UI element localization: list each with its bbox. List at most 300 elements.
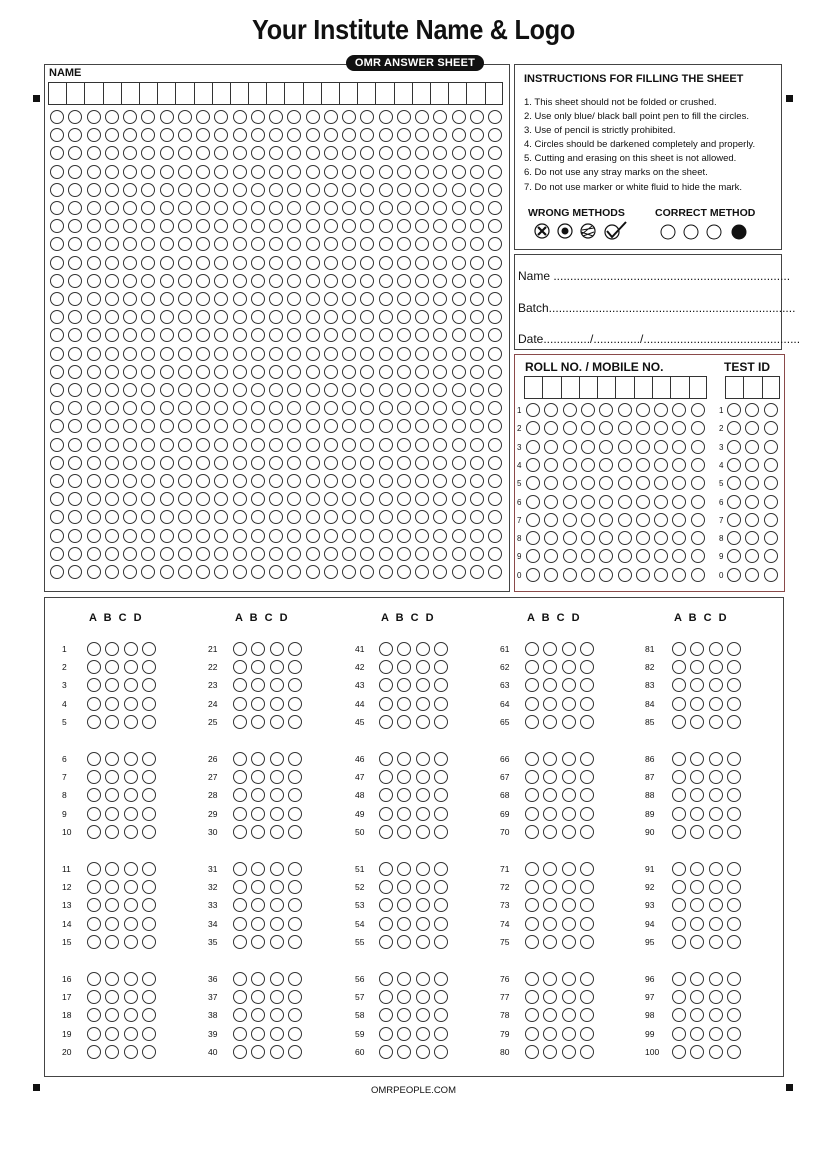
answer-bubble[interactable] — [727, 660, 741, 674]
answer-bubble[interactable] — [379, 401, 393, 415]
answer-bubble[interactable] — [160, 237, 174, 251]
write-box[interactable] — [284, 82, 302, 105]
answer-bubble[interactable] — [618, 531, 632, 545]
answer-bubble[interactable] — [433, 165, 447, 179]
answer-bubble[interactable] — [416, 1027, 430, 1041]
answer-bubble[interactable] — [160, 474, 174, 488]
answer-bubble[interactable] — [141, 529, 155, 543]
answer-bubble[interactable] — [142, 770, 156, 784]
answer-bubble[interactable] — [270, 990, 284, 1004]
answer-bubble[interactable] — [433, 183, 447, 197]
answer-bubble[interactable] — [105, 347, 119, 361]
answer-bubble[interactable] — [636, 421, 650, 435]
answer-bubble[interactable] — [672, 1045, 686, 1059]
answer-bubble[interactable] — [397, 456, 411, 470]
batch-field[interactable]: Batch.......................................................................... — [518, 301, 796, 315]
answer-bubble[interactable] — [142, 935, 156, 949]
answer-bubble[interactable] — [727, 495, 741, 509]
answer-bubble[interactable] — [160, 492, 174, 506]
answer-bubble[interactable] — [379, 438, 393, 452]
answer-bubble[interactable] — [123, 274, 137, 288]
answer-bubble[interactable] — [124, 807, 138, 821]
answer-bubble[interactable] — [287, 365, 301, 379]
answer-bubble[interactable] — [68, 183, 82, 197]
answer-bubble[interactable] — [342, 365, 356, 379]
answer-bubble[interactable] — [727, 935, 741, 949]
answer-bubble[interactable] — [160, 438, 174, 452]
answer-bubble[interactable] — [251, 474, 265, 488]
answer-bubble[interactable] — [764, 421, 778, 435]
answer-bubble[interactable] — [270, 807, 284, 821]
answer-bubble[interactable] — [178, 492, 192, 506]
answer-bubble[interactable] — [178, 401, 192, 415]
answer-bubble[interactable] — [636, 403, 650, 417]
answer-bubble[interactable] — [233, 237, 247, 251]
answer-bubble[interactable] — [142, 825, 156, 839]
answer-bubble[interactable] — [470, 310, 484, 324]
write-box[interactable] — [466, 82, 484, 105]
answer-bubble[interactable] — [379, 419, 393, 433]
answer-bubble[interactable] — [105, 292, 119, 306]
name-field[interactable]: Name ....................................................................... — [518, 269, 791, 283]
answer-bubble[interactable] — [727, 531, 741, 545]
answer-bubble[interactable] — [672, 972, 686, 986]
answer-bubble[interactable] — [416, 898, 430, 912]
write-box[interactable] — [762, 376, 780, 399]
answer-bubble[interactable] — [452, 474, 466, 488]
answer-bubble[interactable] — [525, 1045, 539, 1059]
answer-bubble[interactable] — [214, 347, 228, 361]
answer-bubble[interactable] — [397, 274, 411, 288]
answer-bubble[interactable] — [525, 752, 539, 766]
answer-bubble[interactable] — [470, 292, 484, 306]
answer-bubble[interactable] — [415, 110, 429, 124]
write-box[interactable] — [652, 376, 670, 399]
answer-bubble[interactable] — [580, 697, 594, 711]
answer-bubble[interactable] — [727, 752, 741, 766]
answer-bubble[interactable] — [452, 110, 466, 124]
write-box[interactable] — [339, 82, 357, 105]
answer-bubble[interactable] — [233, 365, 247, 379]
answer-bubble[interactable] — [270, 1027, 284, 1041]
answer-bubble[interactable] — [196, 256, 210, 270]
answer-bubble[interactable] — [306, 310, 320, 324]
answer-bubble[interactable] — [745, 440, 759, 454]
answer-bubble[interactable] — [525, 862, 539, 876]
answer-bubble[interactable] — [87, 310, 101, 324]
answer-bubble[interactable] — [379, 510, 393, 524]
answer-bubble[interactable] — [141, 365, 155, 379]
answer-bubble[interactable] — [580, 917, 594, 931]
answer-bubble[interactable] — [196, 365, 210, 379]
answer-bubble[interactable] — [397, 529, 411, 543]
answer-bubble[interactable] — [433, 347, 447, 361]
answer-bubble[interactable] — [342, 165, 356, 179]
answer-bubble[interactable] — [105, 1027, 119, 1041]
answer-bubble[interactable] — [233, 807, 247, 821]
answer-bubble[interactable] — [196, 110, 210, 124]
answer-bubble[interactable] — [288, 1027, 302, 1041]
answer-bubble[interactable] — [470, 565, 484, 579]
answer-bubble[interactable] — [141, 165, 155, 179]
answer-bubble[interactable] — [160, 128, 174, 142]
answer-bubble[interactable] — [214, 183, 228, 197]
answer-bubble[interactable] — [562, 1008, 576, 1022]
answer-bubble[interactable] — [124, 715, 138, 729]
answer-bubble[interactable] — [397, 547, 411, 561]
answer-bubble[interactable] — [562, 825, 576, 839]
answer-bubble[interactable] — [123, 201, 137, 215]
answer-bubble[interactable] — [269, 165, 283, 179]
answer-bubble[interactable] — [379, 201, 393, 215]
answer-bubble[interactable] — [470, 547, 484, 561]
answer-bubble[interactable] — [160, 165, 174, 179]
answer-bubble[interactable] — [580, 715, 594, 729]
answer-bubble[interactable] — [233, 935, 247, 949]
answer-bubble[interactable] — [488, 292, 502, 306]
answer-bubble[interactable] — [178, 274, 192, 288]
answer-bubble[interactable] — [709, 715, 723, 729]
write-box[interactable] — [248, 82, 266, 105]
answer-bubble[interactable] — [416, 825, 430, 839]
answer-bubble[interactable] — [397, 365, 411, 379]
answer-bubble[interactable] — [50, 292, 64, 306]
answer-bubble[interactable] — [618, 440, 632, 454]
answer-bubble[interactable] — [233, 529, 247, 543]
answer-bubble[interactable] — [105, 474, 119, 488]
answer-bubble[interactable] — [526, 458, 540, 472]
answer-bubble[interactable] — [415, 456, 429, 470]
answer-bubble[interactable] — [105, 807, 119, 821]
answer-bubble[interactable] — [87, 274, 101, 288]
answer-bubble[interactable] — [618, 476, 632, 490]
answer-bubble[interactable] — [526, 531, 540, 545]
answer-bubble[interactable] — [288, 642, 302, 656]
answer-bubble[interactable] — [160, 347, 174, 361]
answer-bubble[interactable] — [764, 495, 778, 509]
answer-bubble[interactable] — [379, 456, 393, 470]
answer-bubble[interactable] — [397, 165, 411, 179]
answer-bubble[interactable] — [306, 256, 320, 270]
answer-bubble[interactable] — [214, 529, 228, 543]
answer-bubble[interactable] — [543, 697, 557, 711]
date-field[interactable]: Date............../............../............................................... — [518, 332, 801, 346]
answer-bubble[interactable] — [105, 935, 119, 949]
answer-bubble[interactable] — [251, 807, 265, 821]
answer-bubble[interactable] — [379, 110, 393, 124]
answer-bubble[interactable] — [397, 219, 411, 233]
answer-bubble[interactable] — [581, 513, 595, 527]
answer-bubble[interactable] — [580, 642, 594, 656]
answer-bubble[interactable] — [306, 292, 320, 306]
answer-bubble[interactable] — [288, 825, 302, 839]
write-box[interactable] — [230, 82, 248, 105]
answer-bubble[interactable] — [599, 458, 613, 472]
answer-bubble[interactable] — [324, 438, 338, 452]
answer-bubble[interactable] — [87, 807, 101, 821]
answer-bubble[interactable] — [160, 419, 174, 433]
answer-bubble[interactable] — [141, 274, 155, 288]
answer-bubble[interactable] — [269, 183, 283, 197]
answer-bubble[interactable] — [379, 547, 393, 561]
answer-bubble[interactable] — [525, 972, 539, 986]
answer-bubble[interactable] — [452, 183, 466, 197]
answer-bubble[interactable] — [251, 565, 265, 579]
answer-bubble[interactable] — [379, 642, 393, 656]
answer-bubble[interactable] — [233, 547, 247, 561]
answer-bubble[interactable] — [160, 565, 174, 579]
answer-bubble[interactable] — [50, 547, 64, 561]
answer-bubble[interactable] — [562, 770, 576, 784]
answer-bubble[interactable] — [764, 513, 778, 527]
answer-bubble[interactable] — [525, 1027, 539, 1041]
answer-bubble[interactable] — [379, 146, 393, 160]
answer-bubble[interactable] — [397, 183, 411, 197]
answer-bubble[interactable] — [379, 935, 393, 949]
answer-bubble[interactable] — [415, 547, 429, 561]
answer-bubble[interactable] — [415, 529, 429, 543]
answer-bubble[interactable] — [470, 383, 484, 397]
answer-bubble[interactable] — [416, 788, 430, 802]
answer-bubble[interactable] — [287, 256, 301, 270]
answer-bubble[interactable] — [488, 347, 502, 361]
answer-bubble[interactable] — [196, 529, 210, 543]
answer-bubble[interactable] — [416, 1008, 430, 1022]
answer-bubble[interactable] — [142, 697, 156, 711]
answer-bubble[interactable] — [580, 825, 594, 839]
answer-bubble[interactable] — [618, 513, 632, 527]
answer-bubble[interactable] — [124, 972, 138, 986]
answer-bubble[interactable] — [434, 660, 448, 674]
answer-bubble[interactable] — [141, 438, 155, 452]
answer-bubble[interactable] — [196, 438, 210, 452]
answer-bubble[interactable] — [288, 935, 302, 949]
answer-bubble[interactable] — [690, 715, 704, 729]
answer-bubble[interactable] — [87, 862, 101, 876]
answer-bubble[interactable] — [764, 476, 778, 490]
answer-bubble[interactable] — [488, 547, 502, 561]
answer-bubble[interactable] — [727, 770, 741, 784]
answer-bubble[interactable] — [415, 347, 429, 361]
answer-bubble[interactable] — [397, 110, 411, 124]
answer-bubble[interactable] — [415, 256, 429, 270]
answer-bubble[interactable] — [562, 1045, 576, 1059]
answer-bubble[interactable] — [251, 219, 265, 233]
answer-bubble[interactable] — [416, 880, 430, 894]
answer-bubble[interactable] — [416, 1045, 430, 1059]
answer-bubble[interactable] — [562, 715, 576, 729]
answer-bubble[interactable] — [470, 201, 484, 215]
answer-bubble[interactable] — [105, 697, 119, 711]
answer-bubble[interactable] — [306, 547, 320, 561]
answer-bubble[interactable] — [360, 529, 374, 543]
answer-bubble[interactable] — [178, 529, 192, 543]
answer-bubble[interactable] — [288, 990, 302, 1004]
answer-bubble[interactable] — [452, 274, 466, 288]
answer-bubble[interactable] — [324, 183, 338, 197]
answer-bubble[interactable] — [709, 788, 723, 802]
answer-bubble[interactable] — [123, 474, 137, 488]
answer-bubble[interactable] — [488, 365, 502, 379]
answer-bubble[interactable] — [379, 715, 393, 729]
answer-bubble[interactable] — [470, 438, 484, 452]
answer-bubble[interactable] — [178, 456, 192, 470]
answer-bubble[interactable] — [50, 256, 64, 270]
answer-bubble[interactable] — [251, 825, 265, 839]
answer-bubble[interactable] — [196, 565, 210, 579]
answer-bubble[interactable] — [178, 438, 192, 452]
answer-bubble[interactable] — [599, 440, 613, 454]
answer-bubble[interactable] — [105, 365, 119, 379]
answer-bubble[interactable] — [233, 438, 247, 452]
answer-bubble[interactable] — [470, 110, 484, 124]
answer-bubble[interactable] — [324, 383, 338, 397]
answer-bubble[interactable] — [270, 972, 284, 986]
answer-bubble[interactable] — [105, 256, 119, 270]
answer-bubble[interactable] — [105, 383, 119, 397]
answer-bubble[interactable] — [324, 565, 338, 579]
answer-bubble[interactable] — [270, 770, 284, 784]
write-box[interactable] — [66, 82, 84, 105]
answer-bubble[interactable] — [342, 347, 356, 361]
answer-bubble[interactable] — [690, 1027, 704, 1041]
answer-bubble[interactable] — [727, 513, 741, 527]
answer-bubble[interactable] — [654, 403, 668, 417]
answer-bubble[interactable] — [379, 565, 393, 579]
answer-bubble[interactable] — [416, 935, 430, 949]
answer-bubble[interactable] — [87, 347, 101, 361]
answer-bubble[interactable] — [342, 529, 356, 543]
answer-bubble[interactable] — [269, 438, 283, 452]
answer-bubble[interactable] — [470, 456, 484, 470]
answer-bubble[interactable] — [50, 201, 64, 215]
answer-bubble[interactable] — [233, 146, 247, 160]
answer-bubble[interactable] — [691, 458, 705, 472]
answer-bubble[interactable] — [397, 401, 411, 415]
answer-bubble[interactable] — [214, 438, 228, 452]
answer-bubble[interactable] — [233, 292, 247, 306]
answer-bubble[interactable] — [654, 513, 668, 527]
answer-bubble[interactable] — [288, 770, 302, 784]
answer-bubble[interactable] — [306, 146, 320, 160]
answer-bubble[interactable] — [68, 274, 82, 288]
answer-bubble[interactable] — [672, 495, 686, 509]
answer-bubble[interactable] — [87, 825, 101, 839]
write-box[interactable] — [542, 376, 560, 399]
answer-bubble[interactable] — [68, 438, 82, 452]
answer-bubble[interactable] — [379, 165, 393, 179]
answer-bubble[interactable] — [251, 110, 265, 124]
answer-bubble[interactable] — [251, 935, 265, 949]
answer-bubble[interactable] — [306, 328, 320, 342]
answer-bubble[interactable] — [416, 642, 430, 656]
answer-bubble[interactable] — [251, 365, 265, 379]
write-box[interactable] — [448, 82, 466, 105]
answer-bubble[interactable] — [87, 183, 101, 197]
answer-bubble[interactable] — [124, 898, 138, 912]
answer-bubble[interactable] — [287, 456, 301, 470]
answer-bubble[interactable] — [470, 183, 484, 197]
answer-bubble[interactable] — [470, 219, 484, 233]
answer-bubble[interactable] — [287, 347, 301, 361]
answer-bubble[interactable] — [690, 917, 704, 931]
answer-bubble[interactable] — [287, 438, 301, 452]
answer-bubble[interactable] — [415, 292, 429, 306]
answer-bubble[interactable] — [525, 917, 539, 931]
answer-bubble[interactable] — [87, 697, 101, 711]
answer-bubble[interactable] — [306, 419, 320, 433]
answer-bubble[interactable] — [269, 529, 283, 543]
answer-bubble[interactable] — [105, 438, 119, 452]
answer-bubble[interactable] — [379, 492, 393, 506]
answer-bubble[interactable] — [379, 1045, 393, 1059]
answer-bubble[interactable] — [433, 529, 447, 543]
answer-bubble[interactable] — [563, 568, 577, 582]
answer-bubble[interactable] — [87, 128, 101, 142]
answer-bubble[interactable] — [379, 862, 393, 876]
answer-bubble[interactable] — [306, 565, 320, 579]
answer-bubble[interactable] — [379, 365, 393, 379]
answer-bubble[interactable] — [452, 237, 466, 251]
answer-bubble[interactable] — [251, 128, 265, 142]
answer-bubble[interactable] — [543, 935, 557, 949]
answer-bubble[interactable] — [452, 365, 466, 379]
answer-bubble[interactable] — [178, 347, 192, 361]
answer-bubble[interactable] — [270, 660, 284, 674]
answer-bubble[interactable] — [269, 292, 283, 306]
answer-bubble[interactable] — [288, 807, 302, 821]
answer-bubble[interactable] — [324, 347, 338, 361]
answer-bubble[interactable] — [563, 403, 577, 417]
answer-bubble[interactable] — [87, 328, 101, 342]
answer-bubble[interactable] — [87, 715, 101, 729]
answer-bubble[interactable] — [562, 752, 576, 766]
write-box[interactable] — [430, 82, 448, 105]
write-box[interactable] — [48, 82, 66, 105]
answer-bubble[interactable] — [196, 456, 210, 470]
answer-bubble[interactable] — [306, 219, 320, 233]
answer-bubble[interactable] — [123, 365, 137, 379]
write-box[interactable] — [139, 82, 157, 105]
answer-bubble[interactable] — [563, 531, 577, 545]
answer-bubble[interactable] — [87, 201, 101, 215]
write-box[interactable] — [266, 82, 284, 105]
answer-bubble[interactable] — [709, 678, 723, 692]
answer-bubble[interactable] — [360, 365, 374, 379]
answer-bubble[interactable] — [526, 513, 540, 527]
answer-bubble[interactable] — [727, 862, 741, 876]
answer-bubble[interactable] — [397, 697, 411, 711]
answer-bubble[interactable] — [251, 456, 265, 470]
answer-bubble[interactable] — [342, 110, 356, 124]
answer-bubble[interactable] — [764, 531, 778, 545]
answer-bubble[interactable] — [270, 752, 284, 766]
answer-bubble[interactable] — [141, 547, 155, 561]
answer-bubble[interactable] — [415, 183, 429, 197]
answer-bubble[interactable] — [416, 917, 430, 931]
answer-bubble[interactable] — [562, 788, 576, 802]
answer-bubble[interactable] — [50, 347, 64, 361]
answer-bubble[interactable] — [124, 917, 138, 931]
answer-bubble[interactable] — [288, 862, 302, 876]
answer-bubble[interactable] — [452, 146, 466, 160]
answer-bubble[interactable] — [270, 880, 284, 894]
answer-bubble[interactable] — [709, 697, 723, 711]
answer-bubble[interactable] — [178, 128, 192, 142]
answer-bubble[interactable] — [269, 347, 283, 361]
answer-bubble[interactable] — [452, 419, 466, 433]
answer-bubble[interactable] — [105, 715, 119, 729]
